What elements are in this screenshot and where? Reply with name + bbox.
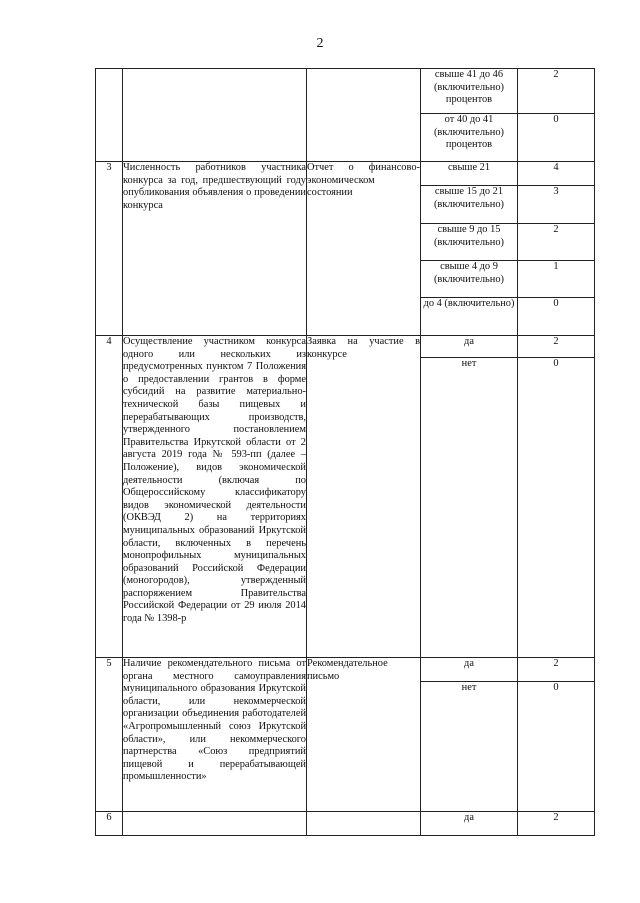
option-score: 2	[518, 658, 595, 682]
criterion-text	[123, 69, 307, 162]
option-score: 4	[518, 162, 595, 186]
table-row	[96, 658, 595, 682]
table-row	[96, 69, 595, 114]
source-document	[307, 812, 421, 836]
option-value: до 4 (включительно)	[421, 298, 518, 336]
table-row	[96, 162, 595, 186]
option-value: свыше 41 до 46 (включительно) процентов	[421, 69, 518, 114]
criterion-text: Наличие рекомендательного письма от органа местного самоуправления муниципального образования Иркутской области, или некоммерческой организации объединения работодателей «Агропромышленный союз Иркутской области», или некоммерческого партнерства «Союз предприятий пищевой и перерабатывающей промышленности»	[123, 658, 307, 812]
criterion-text: Численность работников участника конкурса за год, предшествующий году опубликования объявления о проведении конкурса	[123, 162, 307, 336]
option-value: свыше 15 до 21 (включительно)	[421, 186, 518, 224]
option-value: да	[421, 812, 518, 836]
option-score: 2	[518, 69, 595, 114]
row-number: 5	[96, 658, 123, 812]
row-number: 6	[96, 812, 123, 836]
source-document: Рекомендательное письмо	[307, 658, 421, 812]
option-score: 0	[518, 682, 595, 812]
table-row	[96, 336, 595, 358]
option-score: 3	[518, 186, 595, 224]
table-row	[96, 812, 595, 836]
option-value: свыше 9 до 15 (включительно)	[421, 224, 518, 261]
option-value: свыше 21	[421, 162, 518, 186]
criterion-text	[123, 812, 307, 836]
page-number: 2	[316, 36, 324, 51]
row-number	[96, 69, 123, 162]
row-number: 3	[96, 162, 123, 336]
option-score: 2	[518, 336, 595, 358]
option-value: нет	[421, 358, 518, 658]
option-value: от 40 до 41 (включительно) процентов	[421, 114, 518, 162]
option-score: 0	[518, 298, 595, 336]
option-score: 0	[518, 114, 595, 162]
option-score: 0	[518, 358, 595, 658]
source-document	[307, 69, 421, 162]
option-score: 2	[518, 224, 595, 261]
option-score: 1	[518, 261, 595, 298]
option-value: да	[421, 336, 518, 358]
option-value: нет	[421, 682, 518, 812]
option-score: 2	[518, 812, 595, 836]
option-value: да	[421, 658, 518, 682]
row-number: 4	[96, 336, 123, 658]
criteria-table	[95, 68, 595, 836]
source-document: Заявка на участие в конкурсе	[307, 336, 421, 658]
option-value: свыше 4 до 9 (включительно)	[421, 261, 518, 298]
source-document: Отчет о финансово-экономическом состоянии	[307, 162, 421, 336]
criterion-text: Осуществление участником конкурса одного или нескольких из предусмотренных пунктом 7 Положения о предоставлении грантов в форме субсидий на развитие материально-технической базы пищевых и перерабатывающих производств, утвержденного постановлением Правительства Иркутской области от 2 августа 2019 года № 593-пп (далее – Положение), видов экономической деятельности (включая по Общероссийскому классификатору видов экономической деятельности (ОКВЭД 2) на территориях муниципальных образований Иркутской области, включенных в перечень монопрофильных муниципальных образований Российской Федерации (моногородов), утвержденный распоряжением Правительства Российской Федерации от 29 июля 2014 года № 1398-р	[123, 336, 307, 658]
